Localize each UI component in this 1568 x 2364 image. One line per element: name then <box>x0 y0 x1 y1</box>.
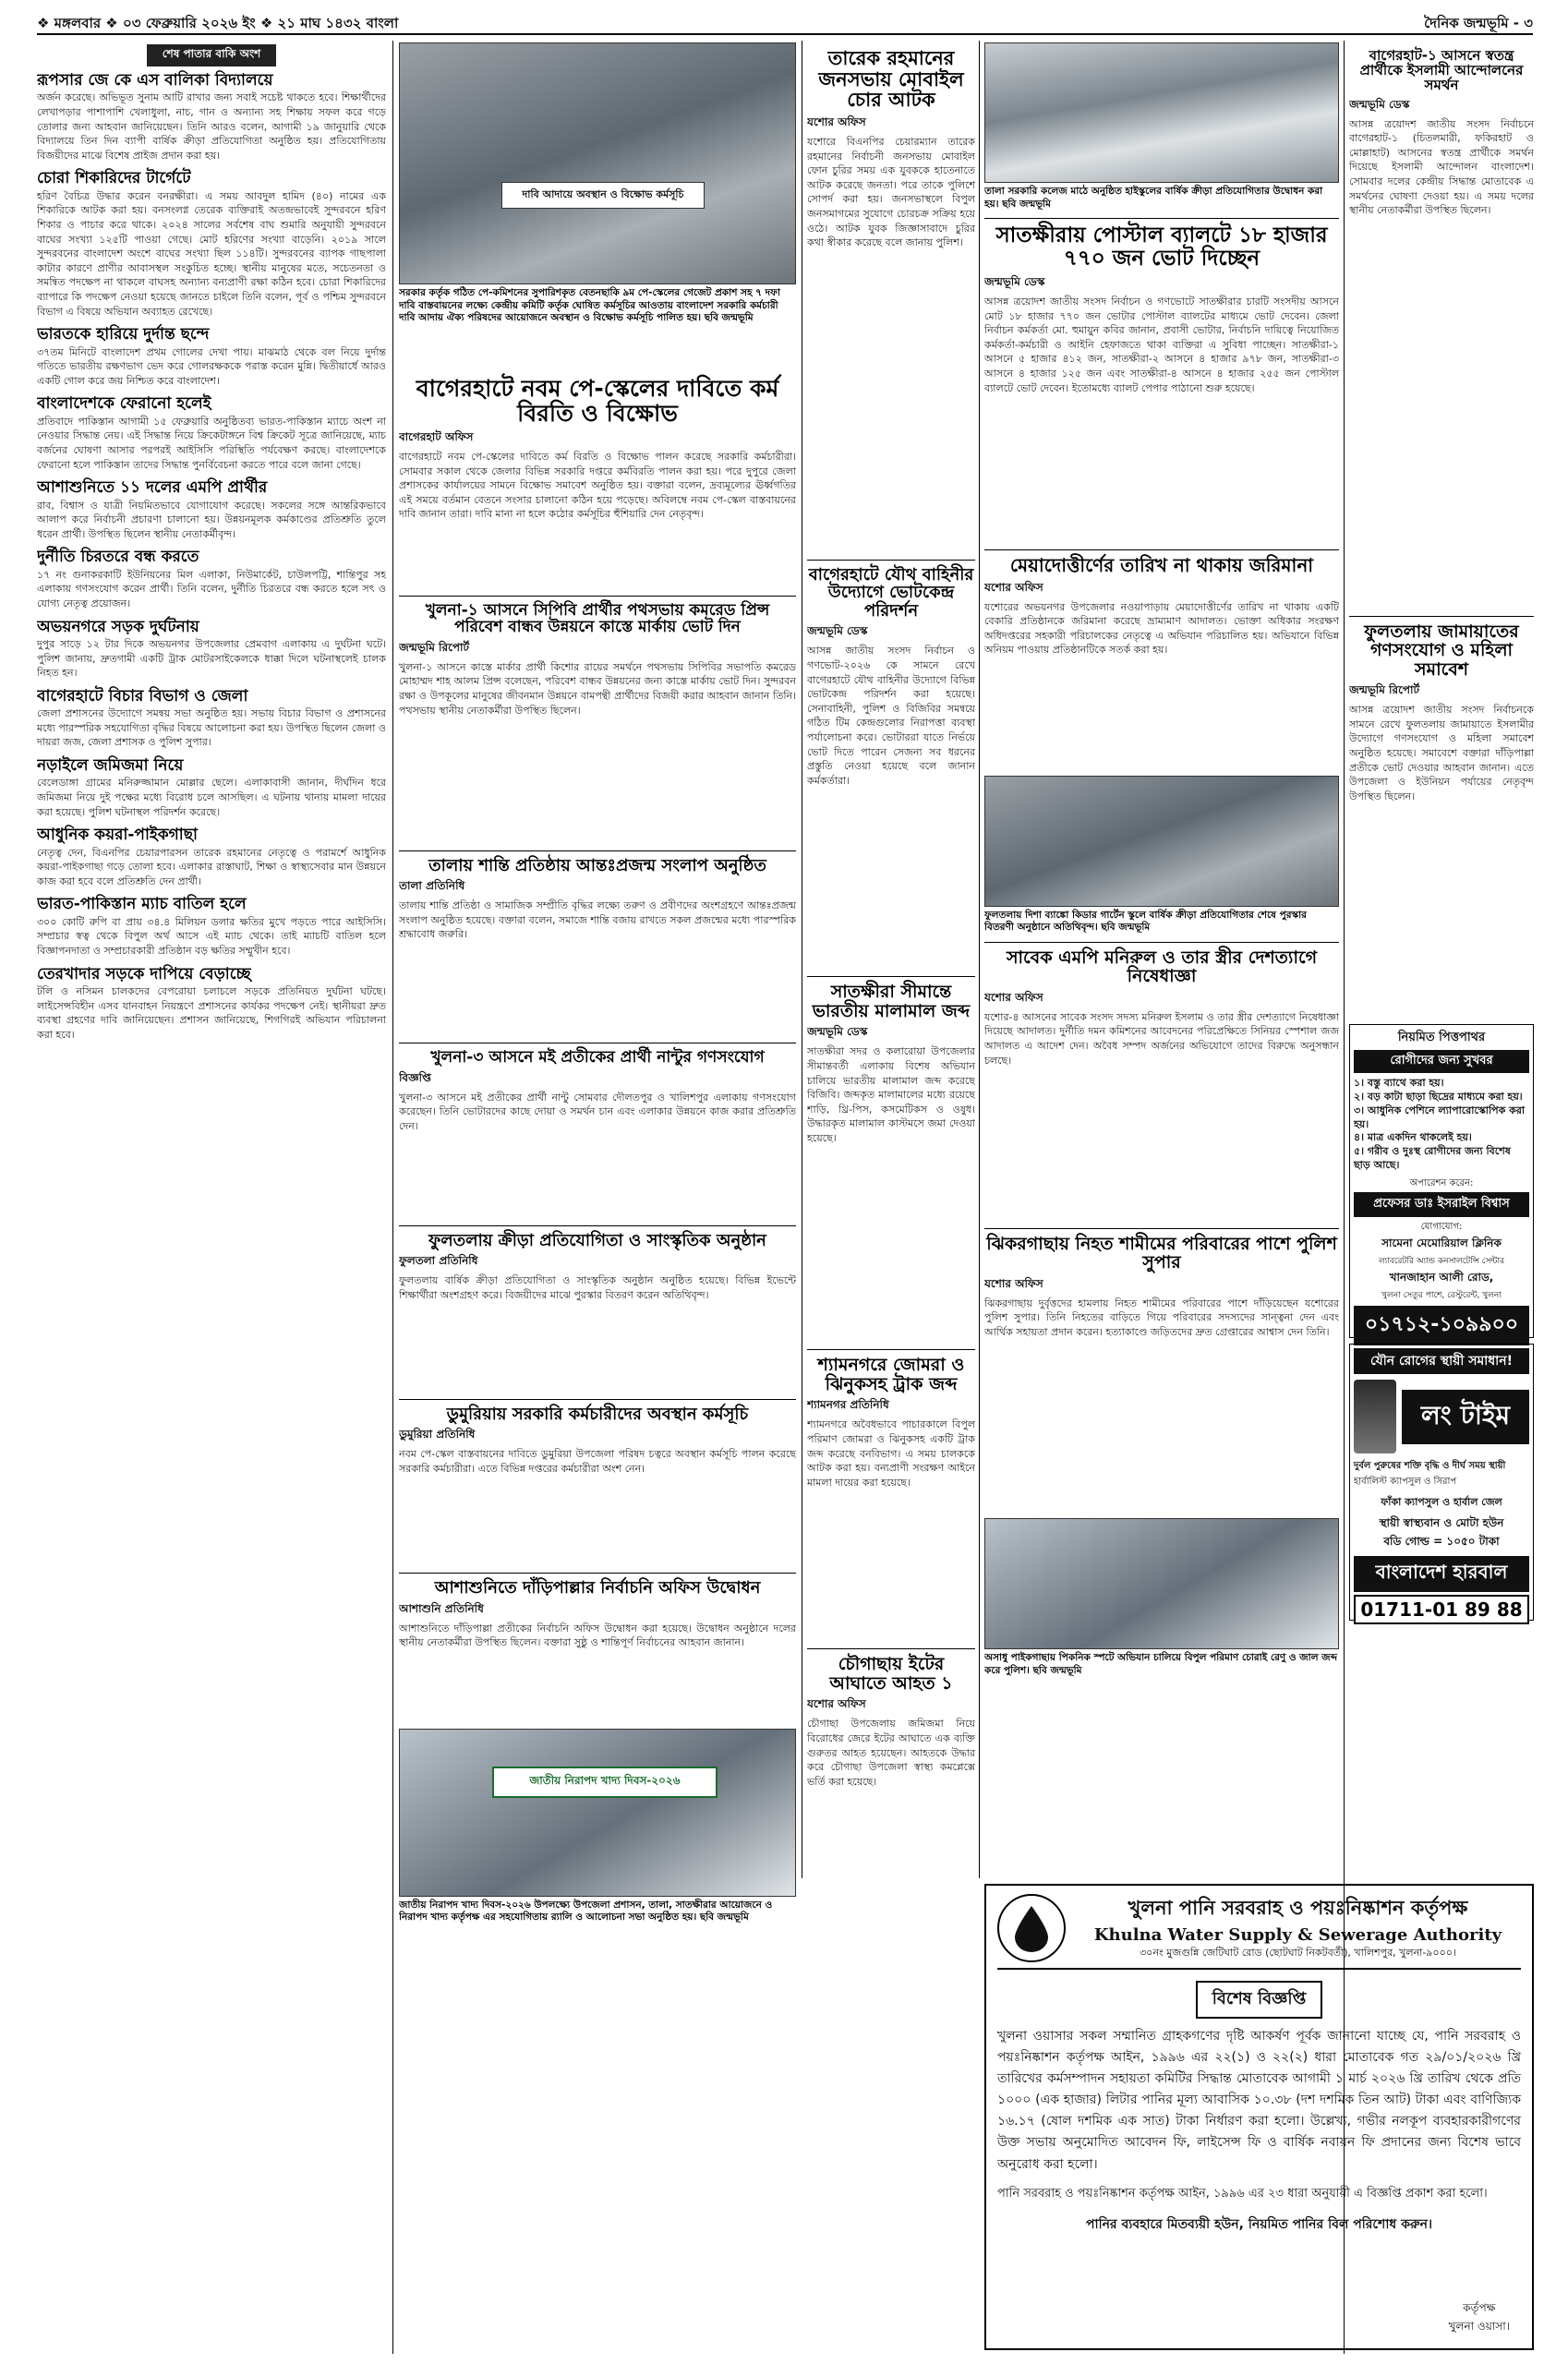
continued-story-title: চোরা শিকারিদের টার্গেটে <box>37 169 191 188</box>
continued-story-body: অর্জন করেছে। অভিভূত সুনাম আটি রাখার জন্য সবাই সচেষ্ট থাকতে হবে। শিক্ষার্থীদের লেখাপড়ার পাশাপাশি খেলাধুলা, নাচ, গান ও অন্যান্য সহ শিক্ষায় সফল করে গড়ে তোলার জন্য আহবান জানিয়েছেন। তিনি আরও বলেন, আগামী ১৯ জানুয়ারি থেকে বিদ্যালয়ে তিন দিন ব্যাপী বার্ষিক ক্রীড়া প্রতিযোগিতা অনুষ্ঠিত হয়। প্রতিযোগিতায় বিজয়ীদের মাঝে বিশেষ প্রাইজ প্রদান করা হয়। <box>37 91 386 162</box>
continued-story-body: ৩০০ কোটি রুপি বা প্রায় ৩৪.৪ মিলিয়ন ডলার ক্ষতির মুখে পড়তে পারে আইসিসি। সম্প্রচার স্বত্ব থেকে বিপুল অর্থ আসে এই ম্যাচ থেকে। তাই ম্যাচটি বাতিল হলে বিজ্ঞাপনদাতা ও সম্প্রচারকারী প্রতিষ্ঠান বড় ক্ষতির সম্মুখীন হবে। <box>37 915 386 957</box>
postal-ballot-body: আসন্ন ত্রয়োদশ জাতীয় সংসদ নির্বাচন ও গণভোটে সাতক্ষীরার চারটি সংসদীয় আসনে মোট ১৮ হাজার ৭৭০ জন ভোটার পোস্টাল ব্যালটের মাধ্যমে ভোট দেবেন। জেলা নির্বাচন কর্মকর্তা মো. হুমায়ুন কবির জানান, প্রবাসী ভোটার, নির্বাচনি দায়িত্বে নিয়োজিত কর্মকর্তা-কর্মচারী ও আইনি হেফাজতে থাকা ব্যক্তিরা এ সুবিধা পাচ্ছেন। সাতক্ষীরা-১ আসনে ৫ হাজার ৪১২ জন, সাতক্ষীরা-২ আসনে ৪ হাজার ৯৭৮ জন, সাতক্ষীরা-৩ আসনে ৪ হাজার ১২৫ জন এবং সাতক্ষীরা-৪ আসনে ৪ হাজার ২৫৫ জন পোস্টাল ব্যালটে ভোট দেবেন। ইতোমধ্যে ব্যালট পেপার পাঠানো শুরু হয়েছে। <box>984 295 1339 394</box>
herbal-ad-head: যৌন রোগের স্থায়ী সমাধান! <box>1354 1348 1529 1374</box>
fine-headline: মেয়াদোত্তীর্ণের তারিখ না থাকায় জরিমানা <box>984 549 1339 576</box>
joint-forces-headline: বাগেরহাটে যৌথ বাহিনীর উদ্যোগে ভোটকেন্দ্র পরিদর্শন <box>807 560 975 620</box>
wasa-address: ৩০নং মুজগুন্নি জেটিঘাট রোড (ছোটঘাট নিকটবর্তী), খালিশপুর, খুলনা-৯০০০। <box>1140 1947 1456 1959</box>
food-day-photo <box>399 1729 796 1897</box>
continued-story-list <box>37 72 386 1042</box>
phultala-sports-headline: ফুলতলায় ক্রীড়া প্রতিযোগিতা ও সাংস্কৃতিক অনুষ্ঠান <box>399 1225 796 1249</box>
chougachha-headline: চৌগাছায় ইটের আঘাতে আহত ১ <box>807 1648 975 1693</box>
islami-andolon-headline: বাগেরহাট-১ আসনে স্বতন্ত্র প্রার্থীকে ইসলামী আন্দোলনের সমর্থন <box>1359 47 1524 94</box>
continued-story-body: টলি ও নসিমন চালকদের বেপরোয়া চলাচলে সড়কে প্রতিনিয়ত দুর্ঘটনা ঘটছে। লাইসেন্সবিহীন এসব যানবাহন নিয়ন্ত্রণে প্রশাসনের কার্যকর পদক্ষেপ নেই। স্থানীয়রা দ্রুত ব্যবস্থা গ্রহণের দাবি জানিয়েছেন। প্রশাসন জানিয়েছে, শিগগিরই অভিযান পরিচালনা করা হবে। <box>37 984 386 1041</box>
clinic-advertisement <box>1349 1024 1534 1338</box>
continued-story <box>37 326 386 388</box>
phone-thief-byline: যশোর অফিস <box>807 115 866 129</box>
clinic-ad-address2: খুলনা সেতুর পাশে, রেস্টুরেন্ট, খুলনা <box>1381 1291 1502 1301</box>
herbal-ad-phone: 01711-01 89 88 <box>1354 1595 1529 1624</box>
clinic-ad-doctor: প্রফেসর ডাঃ ইসরাইল বিশ্বাস <box>1354 1192 1529 1217</box>
ashashuni-office-body: আশাশুনিতে দাঁড়িপাল্লা প্রতীকের নির্বাচনি অফিস উদ্বোধন করা হয়েছে। উদ্বোধন অনুষ্ঠানে দলের স্থানীয় নেতাকর্মীরা উপস্থিত ছিলেন। বক্তারা সুষ্ঠু ও শান্তিপূর্ণ নির্বাচনের আহবান জানান। <box>399 1622 796 1649</box>
column-continued-stories <box>37 42 386 2351</box>
clinic-ad-phone: ০১৭১২-১০৯৯০০ <box>1354 1306 1529 1345</box>
tala-dialogue-byline: তালা প্রতিনিধি <box>399 879 465 893</box>
clinic-ad-contact-label: যোগাযোগ: <box>1420 1222 1463 1233</box>
column-two <box>399 42 796 2351</box>
wasa-org-en: Khulna Water Supply & Sewerage Authority <box>1093 1925 1502 1945</box>
fine-body: যশোরের অভয়নগর উপজেলার নওয়াপাড়ায় মেয়াদোত্তীর্ণের তারিখ না থাকায় একটি বেকারি প্রতিষ্ঠানকে জরিমানা করেছে ভ্রাম্যমাণ আদালত। ভোক্তা অধিকার সংরক্ষণ অধিদপ্তরের সহকারী পরিচালকের নেতৃত্বে এ অভিযান পরিচালিত হয়। অভিযানে বিভিন্ন অনিয়ম পাওয়ায় প্রতিষ্ঠানটিকে সতর্ক করা হয়। <box>984 600 1339 657</box>
shyamnagar-body: শ্যামনগরে অবৈধভাবে পাচারকালে বিপুল পরিমাণ জোমরা ও ঝিনুকসহ একটি ট্রাক জব্দ করেছে বনবিভাগ। এ সময় চালককে আটক করা হয়। বন্যপ্রাণী সংরক্ষণ আইনে মামলা দায়ের করা হয়েছে। <box>807 1418 975 1489</box>
food-day-banner: জাতীয় নিরাপদ খাদ্য দিবস-২০২৬ <box>492 1767 718 1798</box>
continued-story <box>37 619 386 681</box>
continued-story-body: নেতৃত্ব দেন, বিএনপির চেয়ারপারসন তারেক রহমানের নেতৃত্বে ও পরামর্শে আধুনিক কয়রা-পাইকগাছা গড়ে তোলা হবে। এলাকার রাস্তাঘাট, শিক্ষা ও স্বাস্থ্যসেবার মান উন্নয়নে কাজ করা হবে বলে প্রতিশ্রুতি দেন প্রার্থী। <box>37 846 386 887</box>
herbal-ad-line1: দুর্বল পুরুষের শক্তি বৃদ্ধি ও দীর্ঘ সময় স্থায়ী <box>1354 1461 1506 1472</box>
border-seizure-byline: জন্মভূমি ডেস্ক <box>807 1025 868 1039</box>
phone-thief-body: যশোরে বিএনপির চেয়ারম্যান তারেক রহমানের নির্বাচনী জনসভায় মোবাইল ফোন চুরির সময় এক যুবককে হাতেনাতে আটক করেছে জনতা। পরে তাকে পুলিশে সোপর্দ করা হয়। জনসভাস্থলে বিপুল জনসমাগমের সুযোগে চোরচক্র সক্রিয় হয়ে ওঠে। আটক যুবক জিজ্ঞাসাবাদে চুরির কথা স্বীকার করেছে বলে জানায় পুলিশ। <box>807 136 975 249</box>
continued-story-title: ভারত-পাকিস্তান ম্যাচ বাতিল হলে <box>37 895 247 914</box>
continued-story <box>37 395 386 472</box>
herbal-ad-line5: বডি গোল্ড = ১০৫০ টাকা <box>1383 1535 1500 1549</box>
cpb-body: খুলনা-১ আসনে কাস্তে মার্কার প্রার্থী কিশোর রায়ের সমর্থনে পথসভায় সিপিবির সভাপতি কমরেড মোহাম্মদ শাহ আলম প্রিন্স বলেছেন, পরিবেশ বান্ধব উন্নয়নের জন্য কাস্তে মার্কায় ভোট দিন। সুন্দরবন রক্ষা ও উপকূলের মানুষের জীবনমান উন্নয়নে বামপন্থী প্রার্থীদের বিজয়ী করার আহবান জানান তিনি। পথসভায় স্থানীয় নেতাকর্মীরা উপস্থিত ছিলেন। <box>399 660 796 717</box>
continued-story-body: প্রতিবাদে পাকিস্তান আগামী ১৫ ফেব্রুয়ারি অনুষ্ঠিতব্য ভারত-পাকিস্তান ম্যাচে অংশ না নেওয়ার সিদ্ধান্ত নেয়। এই সিদ্ধান্ত নিয়ে ক্রিকেটাঙ্গনে বিশ্ব ক্রিকেট সূত্রে জানিয়েছে, ম্যাচ বর্জনের ঘোষণা আসার পরপরই আইসিসি পরিস্থিতি পর্যবেক্ষণ করছে। বাংলাদেশকে ফেরানো হলে পাকিস্তান তাদের সিদ্ধান্ত পুনর্বিবেচনা করতে পারে বলে জানা গেছে। <box>37 415 386 471</box>
chougachha-body: চৌগাছা উপজেলায় জমিজমা নিয়ে বিরোধের জেরে ইটের আঘাতে এক ব্যক্তি গুরুতর আহত হয়েছেন। আহতকে উদ্ধার করে চৌগাছা উপজেলা স্বাস্থ্য কমপ্লেক্সে ভর্তি করা হয়েছে। <box>807 1718 975 1788</box>
continued-story-title: নড়াইলে জমিজমা নিয়ে <box>37 755 184 775</box>
sp-visit-body: ঝিকরগাছায় দুর্বৃত্তদের হামলায় নিহত শামীমের পরিবারের পাশে দাঁড়িয়েছেন যশোরের পুলিশ সুপার। তিনি নিহতের বাড়িতে গিয়ে পরিবারের সদস্যদের সান্ত্বনা দেন এবং আর্থিক সহায়তা প্রদান করেন। হত্যাকাণ্ডে জড়িতদের দ্রুত গ্রেপ্তারের আশ্বাস দেন তিনি। <box>984 1297 1339 1339</box>
border-seizure-body: সাতক্ষীরা সদর ও কলারোয়া উপজেলার সীমান্তবর্তী এলাকায় বিশেষ অভিযান চালিয়ে ভারতীয় মালামাল জব্দ করেছে বিজিবি। জব্দকৃত মালামালের মধ্যে রয়েছে শাড়ি, থ্রি-পিস, কসমেটিকস ও ওষুধ। উদ্ধারকৃত মালামাল কাস্টমসে জমা দেওয়া হয়েছে। <box>807 1045 975 1145</box>
travel-ban-byline: যশোর অফিস <box>984 990 1043 1004</box>
column-four-five <box>984 42 1339 1876</box>
continued-story <box>37 688 386 750</box>
column-rule <box>392 41 393 2354</box>
continued-story-body: হরিণ বৈচিত্ৰ উদ্ধার করেন বনরক্ষীরা। এ সময় আবদুল হামিদ (৪০) নামের এক শিকারিকে আটক করা হয়। বনসংলগ্ন তেরেক ব্যক্তিরাই অতন্দ্রভাবেই সুন্দরবনে হরিণ শিকার ও পাচার করে থাকে। ২০২৪ সালের সর্বশেষ বাঘ শুমারি অনুযায়ী সুন্দরবনে বাঘের সংখ্যা ১২৫টি পাওয়া গেছে। মোট হরিণের সংখ্যা বাড়েনি। ২০১৯ সালে সুন্দরবনের বাংলাদেশ অংশে বাঘের সংখ্যা ছিল ১১৪টি। সুন্দরবনের ব্যাপক গাছপালা কাটার কারণে প্রাণীর আবাসস্থল সংকুচিত হচ্ছে। স্থানীয় মানুষের মতে, সচেতনতা ও সমন্বিত পদক্ষেপ না থাকলে বাঘসহ অন্যান্য বন্যপ্রাণী রক্ষা কঠিন হবে। চোরা শিকারিদের ব্যাপারে কি পদক্ষেপ নেওয়া হয়েছে জানতে চাইলে তিনি বলেন, পূর্ব ও পশ্চিম সুন্দরবনে বিভাগ এ বিষয়ে অভিযান অব্যাহত রেখেছে। <box>37 189 386 318</box>
postal-ballot-headline: সাতক্ষীরায় পোস্টাল ব্যালটে ১৮ হাজার ৭৭০ জন ভোট দিচ্ছেন <box>984 218 1339 271</box>
continued-story <box>37 549 386 610</box>
clinic-ad-point: ৪। মাত্র একদিন থাকলেই হয়। <box>1354 1131 1472 1144</box>
herbal-ad-brand: লং টাইম <box>1402 1390 1529 1444</box>
dumuria-body: নবম পে-স্কেল বাস্তবায়নের দাবিতে ডুমুরিয়া উপজেলা পরিষদ চত্বরে অবস্থান কর্মসূচি পালন করেছে সরকারি কর্মচারীরা। এতে বিভিন্ন দপ্তরের কর্মচারীরা অংশ নেন। <box>399 1448 796 1475</box>
continued-story <box>37 479 386 541</box>
shyamnagar-byline: শ্যামনগর প্রতিনিধি <box>807 1398 889 1412</box>
lead-byline: বাগেরহাট অফিস <box>399 430 474 443</box>
fine-byline: যশোর অফিস <box>984 580 1043 594</box>
protest-photo-caption: সরকার কর্তৃক গঠিত পে-কমিশনের সুপারিশকৃত বেতনছাকি ৯ম পে-স্কেলের গেজেট প্রকাশ সহ ৭ দফা দাবি বাস্তবায়নের লক্ষ্যে কেন্দ্রীয় কমিটি কর্তৃক ঘোষিত কর্মসূচির আওতায় বাংলাদেশ সরকারি কর্মচারী দাবি আদায় ঐক্য পরিষদের আয়োজনে অবস্থান ও বিক্ষোভ কর্মসূচি পালিত হয়। ছবি জন্মভূমি <box>399 287 780 324</box>
prize-giving-caption: ফুলতলায় দিশা ব্যাঙ্কো কিডার গার্টেন স্কুলে বার্ষিক ক্রীড়া প্রতিযোগিতার শেষে পুরস্কার বিতরণী অনুষ্ঠানে অতিথিবৃন্দ। ছবি জন্মভূমি <box>984 909 1307 934</box>
phultala-sports-byline: ফুলতলা প্রতিনিধি <box>399 1253 478 1267</box>
continued-story-title: দুর্নীতি চিরতরে বন্ধ করতে <box>37 548 199 567</box>
column-six <box>1349 42 1534 1880</box>
wasa-logo-icon <box>997 1894 1066 1962</box>
clinic-ad-point: ২। বড় কাটা ছাড়া ছিদ্রের মাধ্যমে করা হয়। <box>1354 1090 1523 1103</box>
lead-body: বাগেরহাটে নবম পে-স্কেলের দাবিতে কর্ম বিরতি ও বিক্ষোভ পালন করেছে সরকারি কর্মচারীরা। সোমবার সকাল থেকে জেলার বিভিন্ন সরকারি দপ্তরে কর্মবিরতি পালন করা হয়। পরে দুপুরে জেলা প্রশাসকের কার্যালয়ের সামনে বিক্ষোভ সমাবেশ অনুষ্ঠিত হয়। বক্তারা বলেন, দ্রব্যমূল্যের ঊর্ধ্বগতির এই সময়ে বর্তমান বেতনে সংসার চালানো কঠিন হয়ে পড়েছে। অবিলম্বে নবম পে-স্কেল বাস্তবায়নের দাবি জানান তারা। দাবি মানা না হলে কঠোর কর্মসূচির হুঁশিয়ারি দেন নেতৃবৃন্দ। <box>399 451 796 521</box>
dumuria-byline: ডুমুরিয়া প্রতিনিধি <box>399 1428 476 1441</box>
continued-story-title: বাংলাদেশকে ফেরানো হলেই <box>37 394 211 414</box>
ashashuni-office-headline: আশাশুনিতে দাঁড়িপাল্লার নির্বাচনি অফিস উদ্বোধন <box>399 1573 796 1597</box>
wasa-sign-org: খুলনা ওয়াসা। <box>1448 2320 1510 2333</box>
islami-andolon-byline: জন্মভূমি ডেস্ক <box>1349 97 1410 111</box>
herbal-ad-company: বাংলাদেশ হারবাল <box>1354 1556 1529 1592</box>
continued-story-body: দুপুর সাড়ে ১২ টার দিকে অভয়নগর উপজেলার প্রেমবাগ এলাকায় এ দুর্ঘটনা ঘটে। পুলিশ জানায়, দ্রুতগামী একটি ট্রাক মোটরসাইকেলকে ধাক্কা দিলে ঘটনাস্থলেই চালক নিহত হন। <box>37 637 386 680</box>
lead-headline: বাগেরহাটে নবম পে-স্কেলের দাবিতে কর্ম বিরতি ও বিক্ষোভ <box>416 375 779 427</box>
jamaat-rally-body: আসন্ন ত্রয়োদশ জাতীয় সংসদ নির্বাচনকে সামনে রেখে ফুলতলায় জামায়াতে ইসলামীর উদ্যোগে গণসংযোগ ও মহিলা সমাবেশ অনুষ্ঠিত হয়েছে। সমাবেশে বক্তারা দাঁড়িপাল্লা প্রতীকে ভোট দেওয়ার আহবান জানান। এতে উপজেলা ও ইউনিয়ন পর্যায়ের নেতৃবৃন্দ উপস্থিত ছিলেন। <box>1349 704 1534 802</box>
continued-story <box>37 966 386 1043</box>
page-folio <box>37 11 1533 35</box>
clinic-ad-head1: নিয়মিত পিত্তপাথর <box>1397 1031 1486 1045</box>
jamaat-rally-byline: জন্মভূমি রিপোর্ট <box>1349 683 1420 697</box>
clinic-ad-point: ১। বস্তু ব্যাথে করা হয়। <box>1354 1077 1444 1090</box>
chougachha-byline: যশোর অফিস <box>807 1697 866 1711</box>
raid-caption: অসাধু পাইকগাছায় পিকনিক স্পটে অভিযান চালিয়ে বিপুল পরিমাণ চোরাই রেণু ও জাল জব্দ করে পুলিশ। ছবি জন্মভূমি <box>984 1651 1337 1676</box>
prize-giving-photo <box>984 776 1339 907</box>
islami-andolon-body: আসন্ন ত্রয়োদশ জাতীয় সংসদ নির্বাচনে বাগেরহাট-১ (চিতলমারী, ফকিরহাট ও মোল্লাহাট) আসনের স্বতন্ত্র প্রার্থীকে সমর্থন দিয়েছে ইসলামী আন্দোলন বাংলাদেশ। সোমবার দলের কেন্দ্রীয় সিদ্ধান্ত মোতাবেক এ সমর্থনের ঘোষণা দেওয়া হয়। এ সময় দলের স্থানীয় নেতাকর্মীরা উপস্থিত ছিলেন। <box>1349 117 1534 217</box>
travel-ban-body: যশোর-৪ আসনের সাবেক সংসদ সদস্য মনিরুল ইসলাম ও তার স্ত্রীর দেশত্যাগে নিষেধাজ্ঞা দিয়েছে আদালত। দুর্নীতি দমন কমিশনের আবেদনের পরিপ্রেক্ষিতে সিনিয়র স্পেশাল জজ আদালত এ আদেশ দেন। অবৈধ সম্পদ অর্জনের অভিযোগে তাদের বিরুদ্ধে অনুসন্ধান চলছে। <box>984 1010 1339 1067</box>
protest-photo <box>399 42 796 284</box>
wasa-notice-body: খুলনা ওয়াসার সকল সম্মানিত গ্রাহকগণের দৃষ্টি আকর্ষণ পূর্বক জানানো যাচ্ছে যে, পানি সরবরাহ ও পয়ঃনিষ্কাশন কর্তৃপক্ষ আইন, ১৯৯৬ এর ২২(১) ও ২২(২) ধারা মোতাবেক গত ২৯/০১/২০২৬ খ্রি তারিখের কর্মসম্পাদন সহায়তা কমিটির সিদ্ধান্ত মোতাবেক আগামী ১ মার্চ ২০২৬ খ্রি তারিখ থেকে প্রতি ১০০০ (এক হাজার) লিটার পানির মূল্য আবাসিক ১০.৩৮ (দশ দশমিক তিন আট) টাকা এবং বাণিজ্যিক ১৬.১৭ (ষোল দশমিক এক সাত) টাকা নির্ধারণ করা হলো। উল্লেখ্য, গভীর নলকূপ ব্যবহারকারীগণের উক্ত সভায় অনুমোদিত আবেদন ফি, লাইসেন্স ফি ও বার্ষিক নবায়ন ফি প্রদানের জন্য বিশেষ ভাবে অনুরোধ করা হলো। <box>997 2029 1521 2172</box>
continued-story <box>37 170 386 319</box>
herbal-ad-line4: স্থায়ী স্বাস্থ্যবান ও মোটা হউন <box>1379 1516 1504 1530</box>
continued-story-title: ভারতকে হারিয়ে দুর্দান্ত ছন্দে <box>37 325 210 344</box>
clinic-ad-by: অপারেশন করেন: <box>1409 1178 1474 1189</box>
continued-story-body: জেলা প্রশাসনের উদ্যোগে সমন্বয় সভা অনুষ্ঠিত হয়। সভায় বিচার বিভাগ ও প্রশাসনের মধ্যে পারস্পরিক সহযোগিতা বৃদ্ধির বিষয়ে আলোচনা করা হয়। উপস্থিত ছিলেন জেলা ও দায়রা জজ, জেলা প্রশাসক ও পুলিশ সুপার। <box>37 707 386 749</box>
continued-story-title: তেরখাদার সড়কে দাপিয়ে বেড়াচ্ছে <box>37 964 251 983</box>
clinic-ad-point: ৫। গরীব ও দুঃস্থ রোগীদের জন্য বিশেষ ছাড় আছে। <box>1354 1145 1511 1172</box>
sp-visit-byline: যশোর অফিস <box>984 1276 1043 1290</box>
continued-story <box>37 826 386 888</box>
continued-story-title: অভয়নগরে সড়ক দুর্ঘটনায় <box>37 617 199 636</box>
clinic-ad-point: ৩। আধুনিক পেশিনে ল্যাপারোস্কোপিক করা হয়। <box>1354 1104 1526 1130</box>
continued-story-body: ১৭ নং গুনাকরকাটি ইউনিয়নের মিল এলাকা, নিউমার্কেট, চাউলপট্টি, শান্তিপুর সহ এলাকায় গণসংযোগ করেন প্রার্থী। তিনি বলেন, দুর্নীতি চিরতরে বন্ধ করতে হলে সৎ ও যোগ্য নেতৃত্ব প্রয়োজন। <box>37 568 386 609</box>
continued-story-body: ৩৭তম মিনিটে বাংলাদেশ প্রথম গোলের দেখা পায়। মাঝমাঠ থেকে বল নিয়ে দুর্দান্ত গতিতে ভারতীয় রক্ষণভাগ ভেদ করে গোলরক্ষককে পরাস্ত করেন মুন্নি। দ্বিতীয়ার্ধে আরও একটি গোল করে জয় নিশ্চিত করে বাংলাদেশ। <box>37 345 386 387</box>
wasa-notice-title: বিশেষ বিজ্ঞপ্তি <box>1196 1981 1323 2019</box>
joint-forces-byline: জন্মভূমি ডেস্ক <box>807 624 868 638</box>
phone-thief-headline: তারেক রহমানের জনসভায় মোবাইল চোর আটক <box>818 47 964 112</box>
sports-opening-photo <box>984 42 1339 183</box>
continued-story-body: রাব, বিশ্বাস ও যাত্রী নিয়মিতভাবে যোগাযোগ করেছে। সকলের সঙ্গে আন্তরিকভাবে আলাপ করে নির্বাচনী প্রচারণা চালানো হয়। উন্নয়নমূলক কর্মকাণ্ডের প্রতিশ্রুতি তুলে ধরেন প্রার্থী। উপস্থিত ছিলেন স্থানীয় নেতাকর্মীবৃন্দ। <box>37 499 386 540</box>
wasa-law-line: পানি সরবরাহ ও পয়ঃনিষ্কাশন কর্তৃপক্ষ আইন, ১৯৯৬ এর ২৩ ধারা অনুযায়ী এ বিজ্ঞপ্তি প্রকাশ করা হলো। <box>997 2186 1488 2201</box>
clinic-ad-head2: রোগীদের জন্য সুখবর <box>1354 1050 1529 1073</box>
herbal-bottle-icon <box>1354 1380 1396 1453</box>
herbal-ad-line2: হার্বালিস্ট ক্যাপসুল ও সিরাপ <box>1354 1477 1457 1488</box>
continued-story <box>37 896 386 958</box>
herbal-advertisement <box>1349 1344 1534 1621</box>
continued-story-title: বাগেরহাটে বিচার বিভাগ ও জেলা <box>37 686 248 706</box>
wasa-org-bn: খুলনা পানি সরবরাহ ও পয়ঃনিষ্কাশন কর্তৃপক্ষ <box>1128 1897 1468 1919</box>
clinic-ad-clinic-sub: ল্যাবরেটরি অ্যান্ড কনসালটেন্সি সেন্টার <box>1378 1257 1505 1267</box>
raid-photo <box>984 1518 1339 1649</box>
border-seizure-headline: সাতক্ষীরা সীমান্তে ভারতীয় মালামাল জব্দ <box>807 976 975 1020</box>
cpb-byline: জন্মভূমি রিপোর্ট <box>399 640 470 654</box>
shyamnagar-headline: শ্যামনগরে জোমরা ও ঝিনুকসহ ট্রাক জব্দ <box>807 1349 975 1393</box>
wasa-appeal: পানির ব্যবহারে মিতব্যয়ী হউন, নিয়মিত পানির বিল পরিশোধ করুন। <box>1086 2217 1432 2233</box>
folio-paper-name: দৈনিক জন্মভূমি - ৩ <box>1424 15 1533 31</box>
column-rule <box>979 41 980 1878</box>
clinic-ad-clinic: সামেনা মেমোরিয়াল ক্লিনিক <box>1381 1236 1502 1250</box>
folio-date: ❖ মঙ্গলবার ❖ ০৩ ফেব্রুয়ারি ২০২৬ ইং ❖ ২১ মাঘ ১৪৩২ বাংলা <box>37 15 399 31</box>
joint-forces-body: আসন্ন জাতীয় সংসদ নির্বাচন ও গণভোট-২০২৬ কে সামনে রেখে বাগেরহাটে যৌথ বাহিনীর উদ্যোগে বিভিন্ন ভোটকেন্দ্র পরিদর্শন করা হয়েছে। সেনাবাহিনী, পুলিশ ও বিজিবির সমন্বয়ে গঠিত টিম কেন্দ্রগুলোর নিরাপত্তা ব্যবস্থা পর্যালোচনা করে। ভোটাররা যাতে নির্ভয়ে ভোট দিতে পারেন সেজন্য সব ধরনের প্রস্তুতি নেওয়া হয়েছে বলে জানান কর্মকর্তারা। <box>807 645 975 787</box>
continued-story-title: রূপসার জে কে এস বালিকা বিদ্যালয়ে <box>37 71 273 90</box>
jamaat-rally-headline: ফুলতলায় জামায়াতের গণসংযোগ ও মহিলা সমাবেশ <box>1349 616 1534 680</box>
tala-dialogue-headline: তালায় শান্তি প্রতিষ্ঠায় আন্তঃপ্রজন্ম সংলাপ অনুষ্ঠিত <box>399 850 796 874</box>
dumuria-headline: ডুমুরিয়ায় সরকারি কর্মচারীদের অবস্থান কর্মসূচি <box>399 1399 796 1423</box>
clinic-ad-points <box>1354 1077 1529 1173</box>
protest-banner: দাবি আদায়ে অবস্থান ও বিক্ষোভ কর্মসূচি <box>501 182 705 209</box>
continued-story-title: আশাশুনিতে ১১ দলের এমপি প্রার্থীর <box>37 478 268 498</box>
cpb-headline: খুলনা-১ আসনে সিপিবি প্রার্থীর পথসভায় কমরেড প্রিন্স পরিবেশ বান্ধব উন্নয়নে কাস্তে মার্কায় ভোট দিন <box>399 596 796 636</box>
water-drop-icon <box>1011 1904 1052 1952</box>
travel-ban-headline: সাবেক এমপি মনিরুল ও তার স্ত্রীর দেশত্যাগে নিষেধাজ্ঞা <box>984 942 1339 986</box>
wasa-notice <box>984 1884 1534 2350</box>
nantu-byline: বিজ্ঞপ্তি <box>399 1070 431 1084</box>
wasa-sign-role: কর্তৃপক্ষ <box>1463 2301 1496 2314</box>
clinic-ad-address: খানজাহান আলী রোড, <box>1389 1271 1494 1285</box>
continued-tag: শেষ পাতার বাকি অংশ <box>147 44 276 66</box>
continued-story-title: আধুনিক কয়রা-পাইকগাছা <box>37 826 198 845</box>
tala-dialogue-body: তালায় শান্তি প্রতিষ্ঠা ও সামাজিক সম্প্রীতি বৃদ্ধির লক্ষ্যে তরুণ ও প্রবীণদের অংশগ্রহণে আন্তঃপ্রজন্ম সংলাপ অনুষ্ঠিত হয়েছে। বক্তারা বলেন, সমাজে শান্তি বজায় রাখতে সকল প্রজন্মের মধ্যে পারস্পরিক শ্রদ্ধাবোধ জরুরি। <box>399 899 796 941</box>
postal-ballot-byline: জন্মভূমি ডেস্ক <box>984 274 1045 288</box>
continued-story <box>37 757 386 819</box>
phultala-sports-body: ফুলতলায় বার্ষিক ক্রীড়া প্রতিযোগিতা ও সাংস্কৃতিক অনুষ্ঠান অনুষ্ঠিত হয়েছে। বিভিন্ন ইভেন্টে শিক্ষার্থীরা অংশগ্রহণ করে। বিজয়ীদের মাঝে পুরস্কার বিতরণ করেন অতিথিবৃন্দ। <box>399 1273 796 1301</box>
sports-opening-caption: তালা সরকারি কলেজ মাঠে অনুষ্ঠিত হাইস্কুলের বার্ষিক ক্রীড়া প্রতিযোগিতার উদ্বোধন করা হয়। ছবি জন্মভূমি <box>984 186 1323 210</box>
food-day-caption: জাতীয় নিরাপদ খাদ্য দিবস-২০২৬ উপলক্ষ্যে উপজেলা প্রশাসন, তালা, সাতক্ষীরার আয়োজনে ও নিরাপদ খাদ্য কর্তৃপক্ষ এর সহযোগিতায় র‍্যালি ও আলোচনা সভা অনুষ্ঠিত হয়। ছবি জন্মভূমি <box>399 1899 773 1924</box>
herbal-ad-line3: ফাঁকা ক্যাপসুল ও হার্বাল জেল <box>1381 1496 1502 1509</box>
nantu-headline: খুলনা-৩ আসনে মই প্রতীকের প্রার্থী নান্টুর গণসংযোগ <box>399 1043 796 1066</box>
continued-story-body: বেলেডাঙ্গা গ্রামের মনিরুজ্জামান মোল্লার ছেলে। এলাকাবাসী জানান, দীর্ঘদিন ধরে জমিজমা নিয়ে দুই পক্ষের মধ্যে বিরোধ চলে আসছিল। এ ঘটনায় থানায় মামলা দায়ের করা হয়েছে। পুলিশ ঘটনাস্থল পরিদর্শন করেছে। <box>37 777 386 818</box>
sp-visit-headline: ঝিকরগাছায় নিহত শামীমের পরিবারের পাশে পুলিশ সুপার <box>984 1228 1339 1272</box>
column-three <box>807 42 975 1876</box>
continued-story <box>37 72 386 163</box>
nantu-body: খুলনা-৩ আসনে মই প্রতীকের প্রার্থী নান্টু সোমবার দৌলতপুর ও খালিশপুর এলাকায় গণসংযোগ করেছেন। তিনি ভোটারদের কাছে দোয়া ও সমর্থন চান এবং এলাকার উন্নয়নে কাজ করার প্রতিশ্রুতি দেন। <box>399 1091 796 1132</box>
ashashuni-office-byline: আশাশুনি প্রতিনিধি <box>399 1601 484 1615</box>
